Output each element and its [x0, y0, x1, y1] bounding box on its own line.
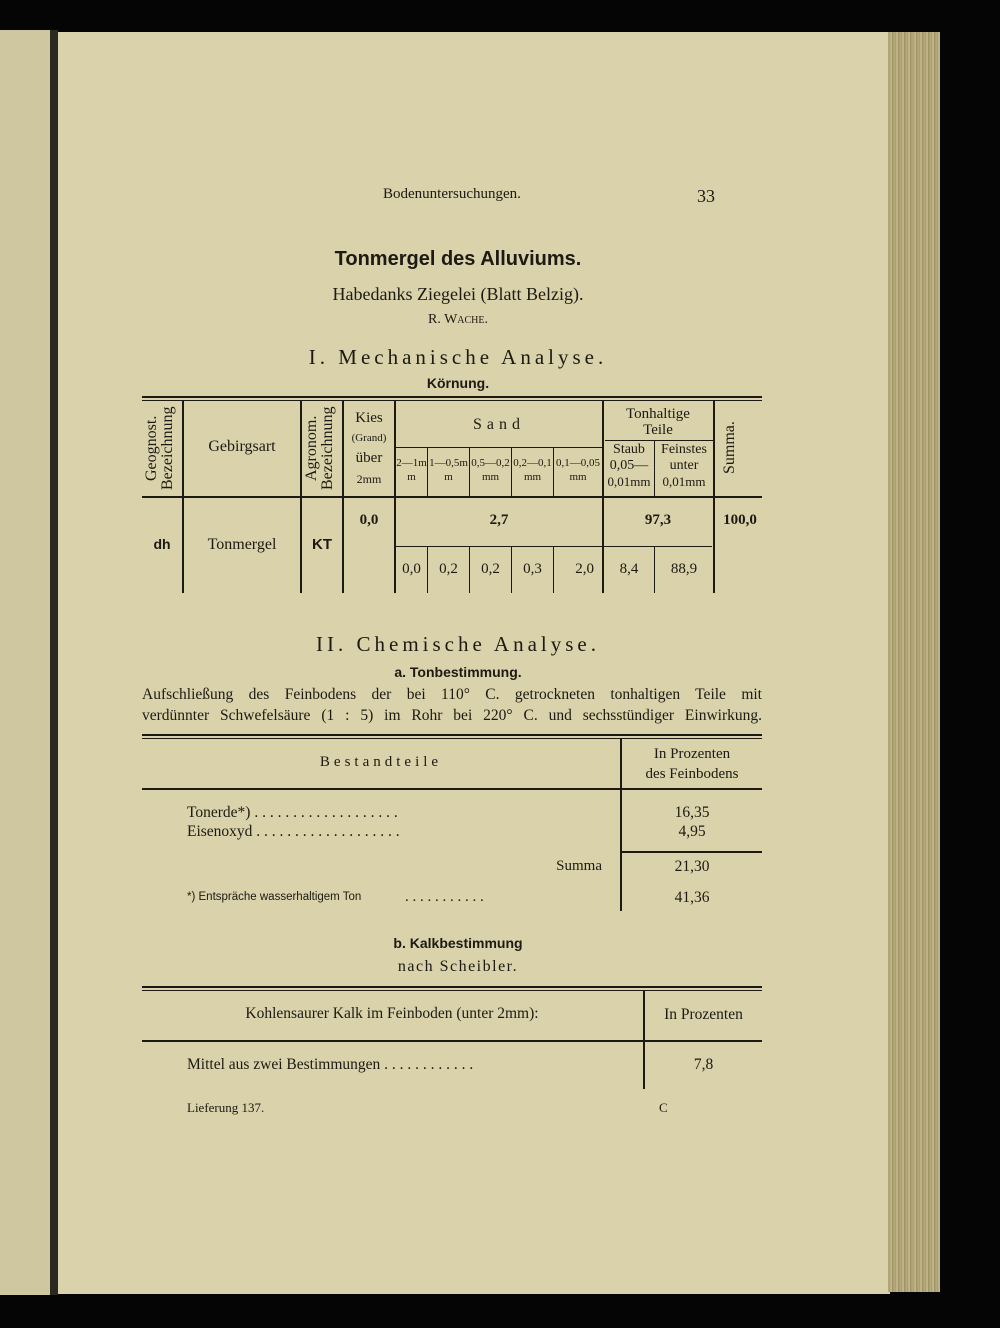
col-divider-3 [342, 401, 344, 593]
col-sand-sub-5: 0,1—0,05mm [556, 457, 600, 483]
footer-left: Lieferung 137. [187, 1100, 265, 1115]
footnote-dots: . . . . . . . . . . . [405, 889, 484, 905]
table2-head-left: Bestandteile [319, 754, 443, 770]
page-number: 33 [697, 186, 715, 206]
col-summa: Summa. [721, 421, 738, 475]
table3-header-rule [142, 1040, 762, 1042]
table2-head-right-1: In Prozenten [653, 746, 731, 762]
footnote-label: *) Entspräche wasserhaltigem Ton [187, 891, 362, 903]
cell-geognost: dh [153, 536, 171, 552]
running-title: Bodenuntersuchungen. [383, 186, 521, 202]
table2-top-rule [142, 734, 762, 736]
cell-sand-4: 0,3 [523, 561, 542, 577]
col-staub-3: 0,01mm [607, 474, 651, 489]
cell-sand-3: 0,2 [481, 561, 500, 577]
footer-right: C [659, 1100, 668, 1115]
table2-head-right-2: des Feinbodens [645, 766, 739, 782]
col-sand: Sand [473, 416, 525, 433]
cell-sand-2: 0,2 [439, 561, 458, 577]
summa-label: Summa [556, 858, 602, 874]
kalk-row-value: 7,8 [693, 1056, 714, 1073]
table3-top-rule-2 [142, 990, 762, 991]
cell-feinstes: 88,9 [670, 561, 698, 577]
cell-agronom: KT [312, 536, 332, 553]
kalk-row-label: Mittel aus zwei Bestimmungen . . . . . . . . . . . . [187, 1056, 474, 1073]
col-ton-2: Teile [643, 422, 673, 438]
paragraph-line-1: Aufschließung des Feinbodens der bei 110° C. getrockneten tonhaltigen Teile mit [142, 686, 762, 703]
col-kies-3: über [355, 450, 383, 466]
col-ton-1: Tonhaltige [626, 406, 690, 422]
col-sand-sub-4: 0,2—0,1mm [513, 457, 552, 483]
cell-sand-5: 2,0 [575, 561, 594, 577]
cell-staub: 8,4 [619, 561, 639, 577]
col-divider-1 [182, 401, 184, 593]
table2-top-rule-2 [142, 738, 762, 739]
ton-sub-rule [605, 440, 713, 441]
table1-top-rule [142, 396, 762, 398]
subtitle: Habedanks Ziegelei (Blatt Belzig). [332, 284, 584, 304]
col-sand-sub-1: 2—1mm [396, 457, 427, 483]
col-sand-sub-2: 1—0,5mm [429, 457, 468, 483]
col-agronom: Agronom. Bezeichnung [303, 406, 336, 490]
section2-heading: II. Chemische Analyse. [316, 632, 600, 656]
section1-heading: I. Mechanische Analyse. [308, 345, 608, 369]
col-fein-1: Feinstes [661, 442, 707, 457]
col-kies-4: 2mm [356, 472, 382, 486]
col-staub-2: 0,05— [609, 458, 649, 473]
col-geognost: Geognost. Bezeichnung [143, 406, 176, 490]
book-page [58, 32, 890, 1294]
cell-gebirgsart: Tonmergel [207, 536, 277, 553]
cell-ton-total: 97,3 [644, 512, 672, 528]
section1-subheading: Körnung. [426, 375, 490, 391]
row-eisenoxyd-value: 4,95 [678, 823, 706, 840]
section2-sub-a: a. Tonbestimmung. [394, 664, 522, 680]
col-divider-2 [300, 401, 302, 593]
cell-sand-total: 2,7 [489, 512, 509, 528]
col-fein-3: 0,01mm [662, 474, 706, 489]
row-sub-rule [396, 546, 712, 547]
paragraph-line-2: verdünnter Schwefelsäure (1 : 5) im Rohr bei 220° C. und sechsstündiger Einwirkung. [142, 707, 762, 724]
cell-kies: 0,0 [359, 512, 379, 528]
col-divider-6 [713, 401, 715, 593]
row-tonerde-value: 16,35 [674, 804, 710, 821]
col-fein-2: unter [669, 458, 699, 473]
footnote-value: 41,36 [674, 889, 710, 906]
section2-sub-b: b. Kalkbestimmung [393, 935, 523, 951]
page-edges [888, 32, 940, 1292]
table2-header-rule [142, 788, 762, 790]
table2-summa-rule [622, 851, 762, 853]
cell-summa: 100,0 [723, 512, 757, 528]
left-page-edge [0, 30, 54, 1295]
col-kies-1: Kies [355, 410, 383, 426]
summa-value: 21,30 [674, 858, 710, 875]
kalk-head-right: In Prozenten [664, 1006, 743, 1023]
cell-sand-1: 0,0 [402, 561, 421, 577]
col-gebirgsart: Gebirgsart [208, 438, 276, 455]
table1-header-rule [142, 496, 762, 498]
col-kies-2: (Grand) [351, 432, 387, 444]
table1-top-rule-2 [142, 400, 762, 401]
section2-sub-b-2: nach Scheibler. [397, 958, 519, 975]
page-title: Tonmergel des Alluviums. [334, 248, 582, 270]
row-eisenoxyd-label: Eisenoxyd . . . . . . . . . . . . . . . . . . . [187, 823, 400, 840]
row-tonerde-label: Tonerde*) . . . . . . . . . . . . . . . . . . . [187, 804, 398, 821]
author: R. Wache. [427, 312, 489, 327]
book-gutter [50, 30, 58, 1295]
col-staub-1: Staub [613, 442, 645, 457]
table3-top-rule [142, 986, 762, 988]
col-sand-sub-3: 0,5—0,2mm [471, 457, 510, 483]
kalk-head-left: Kohlensaurer Kalk im Feinboden (unter 2mm): [245, 1005, 539, 1022]
